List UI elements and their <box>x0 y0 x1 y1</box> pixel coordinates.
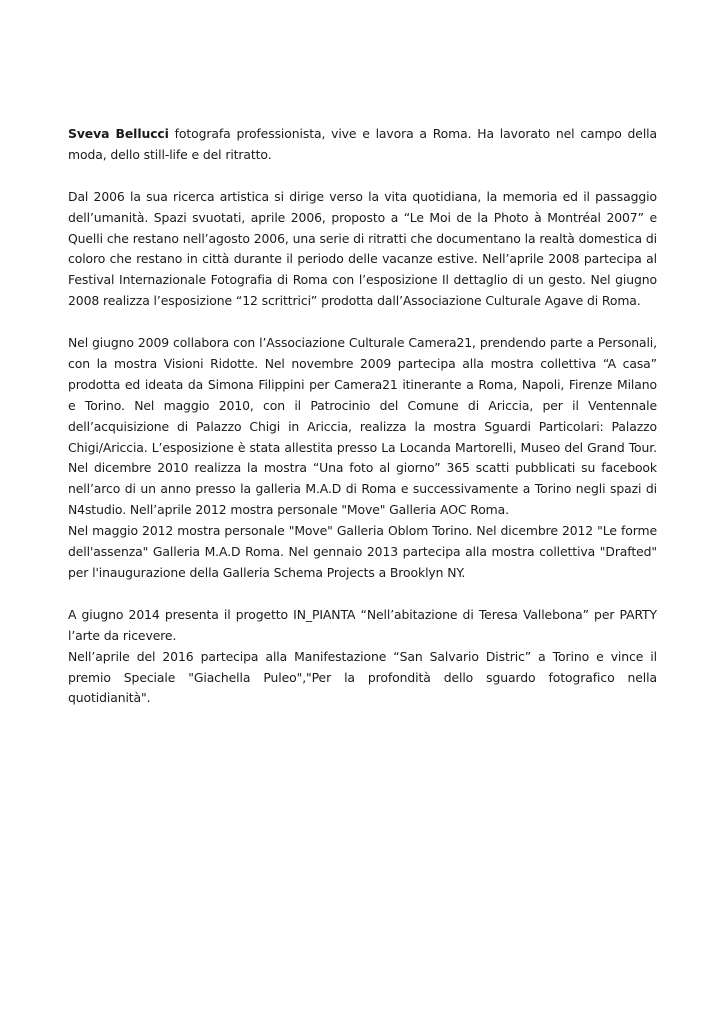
bio-paragraph-2006: Dal 2006 la sua ricerca artistica si dirige verso la vita quotidiana, la memoria ed il passaggio dell’umanità. Spazi svuotati, aprile 2006, proposto a “Le Moi de la Photo à Montréal 2007” e Quelli che restano nell’agosto 2006, una serie di ritratti che documentano la realtà domestica di coloro che restano in città durante il periodo delle vacanze estive. Nell’aprile 2008 partecipa al Festival Internazionale Fotografia di Roma con l’esposizione Il dettaglio di un gesto. Nel giugno 2008 realizza l’esposizione “12 scrittrici” prodotta dall’Associazione Culturale Agave di Roma. <box>68 188 657 309</box>
paragraph-gap <box>68 312 657 333</box>
bio-paragraph-2009: Nel giugno 2009 collabora con l’Associazione Culturale Camera21, prendendo parte a Personali, con la mostra Visioni Ridotte. Nel novembre 2009 partecipa alla mostra collettiva “A casa” prodotta ed ideata da Simona Filippini per Camera21 itinerante a Roma, Napoli, Firenze Milano e Torino. Nel maggio 2010, con il Patrocinio del Comune di Ariccia, per il Ventennale dell’acquisizione di Palazzo Chigi in Ariccia, realizza la mostra Sguardi Particolari: Palazzo Chigi/Ariccia. L’esposizione è stata allestita presso La Locanda Martorelli, Museo del Grand Tour. Nel dicembre 2010 realizza la mostra “Una foto al giorno” 365 scatti pubblicati su facebook nell’arco di un anno presso la galleria M.A.D di Roma e successivamente a Torino negli spazi di N4studio. Nell’aprile 2012 mostra personale "Move" Galleria AOC Roma. <box>68 335 657 518</box>
bio-paragraph-2012: Nel maggio 2012 mostra personale "Move" Galleria Oblom Torino. Nel dicembre 2012 "Le forme dell'assenza" Galleria M.A.D Roma. Nel gennaio 2013 partecipa alla mostra collettiva "Drafted" per l'inaugurazione della Galleria Schema Projects a Brooklyn NY. <box>68 523 657 580</box>
bio-paragraph-2016: Nell’aprile del 2016 partecipa alla Manifestazione “San Salvario Distric” a Torino e vince il premio Speciale "Giachella Puleo","Per la profondità dello sguardo fotografico nella quotidianità". <box>68 648 657 706</box>
artist-name: Sveva Bellucci <box>68 126 169 141</box>
paragraph-gap <box>68 166 657 187</box>
document-page <box>68 124 657 709</box>
bio-paragraph-intro <box>68 124 657 166</box>
bio-paragraph-2014: A giugno 2014 presenta il progetto IN_PIANTA “Nell’abitazione di Teresa Vallebona” per PARTY l’arte da ricevere. <box>68 606 657 643</box>
paragraph-gap <box>68 584 657 605</box>
intro-text: fotografa professionista, vive e lavora a Roma. Ha lavorato nel campo della moda, dello still-life e del ritratto. <box>68 126 658 162</box>
